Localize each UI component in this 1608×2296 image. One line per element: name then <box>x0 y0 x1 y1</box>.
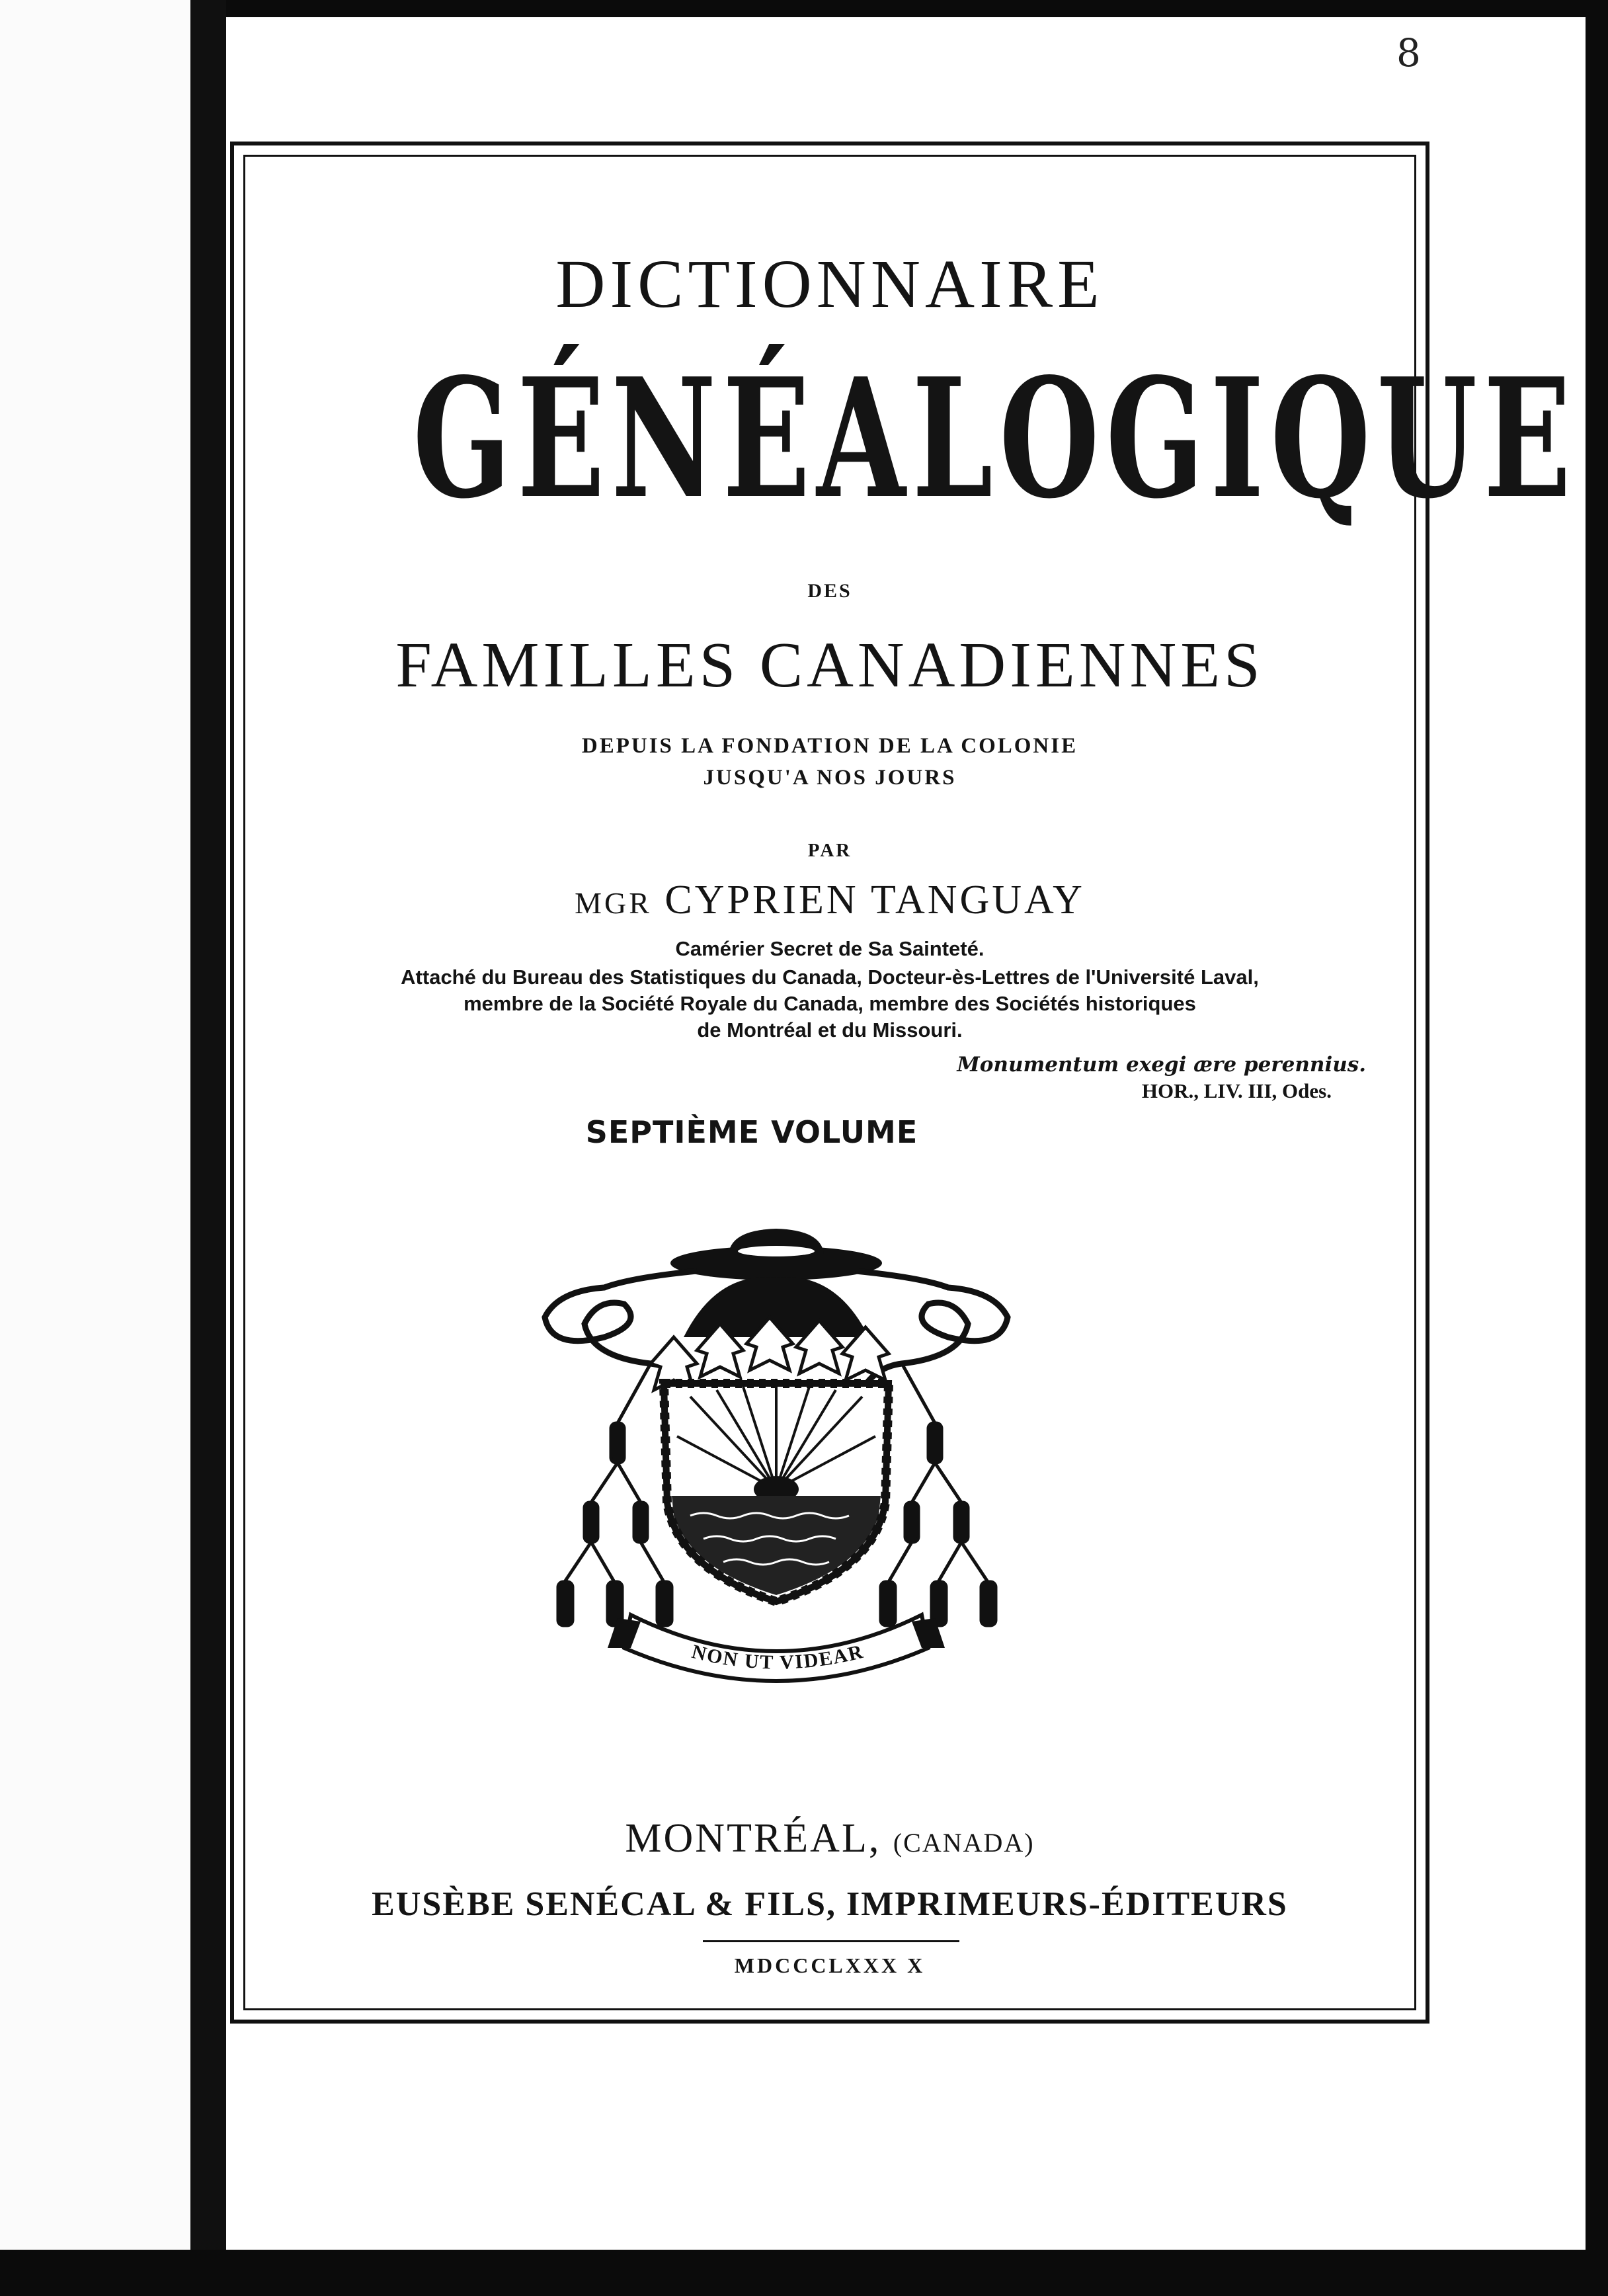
coat-motto: NON UT VIDEAR <box>689 1640 866 1674</box>
title-familles-canadiennes: FAMILLES CANADIENNES <box>395 630 1264 701</box>
epigraph-source: HOR., LIV. III, Odes. <box>1141 1079 1332 1102</box>
imprint-country: (CANADA) <box>893 1828 1035 1858</box>
author-honorific: MGR <box>575 886 652 920</box>
imprint-publisher: EUSÈBE SENÉCAL & FILS, IMPRIMEURS-ÉDITEURS <box>372 1885 1288 1923</box>
subtitle-jusqua: JUSQU'A NOS JOURS <box>703 766 957 790</box>
imprint-city-name: MONTRÉAL, <box>625 1816 881 1861</box>
imprint-city <box>234 1815 1426 1862</box>
author-title-attache: Attaché du Bureau des Statistiques du Canada, Docteur-ès-Lettres de l'Université Laval, <box>401 965 1259 989</box>
scan-top-edge <box>0 0 1608 17</box>
title-des: DES <box>807 580 852 602</box>
title-genealogique: GÉNÉALOGIQUE <box>413 343 1578 535</box>
author-fullname: CYPRIEN TANGUAY <box>664 878 1085 922</box>
subtitle-depuis: DEPUIS LA FONDATION DE LA COLONIE <box>581 734 1078 758</box>
author-name <box>234 877 1426 924</box>
title-dictionnaire: DICTIONNAIRE <box>555 246 1104 322</box>
volume-label: SEPTIÈME VOLUME <box>585 1114 918 1150</box>
epigraph <box>957 1053 1366 1103</box>
scan-right-edge <box>1586 0 1608 2296</box>
scan-bottom-edge <box>0 2250 1608 2296</box>
author-title-camerier: Camérier Secret de Sa Sainteté. <box>675 937 985 960</box>
imprint-year: MDCCCLXXX X <box>734 1953 926 1977</box>
page-corner-mark: 8 <box>1396 30 1421 75</box>
author-title-membre: membre de la Société Royale du Canada, membre des Sociétés historiques <box>463 992 1196 1015</box>
epigraph-quote: Monumentum exegi ære perennius. <box>957 1053 1366 1077</box>
by-label: PAR <box>807 840 852 861</box>
title-page-frame <box>230 142 1578 2024</box>
author-title-montreal: de Montréal et du Missouri. <box>697 1018 963 1042</box>
imprint-rule <box>703 1940 959 1942</box>
coat-of-arms-icon <box>518 1225 1034 1701</box>
